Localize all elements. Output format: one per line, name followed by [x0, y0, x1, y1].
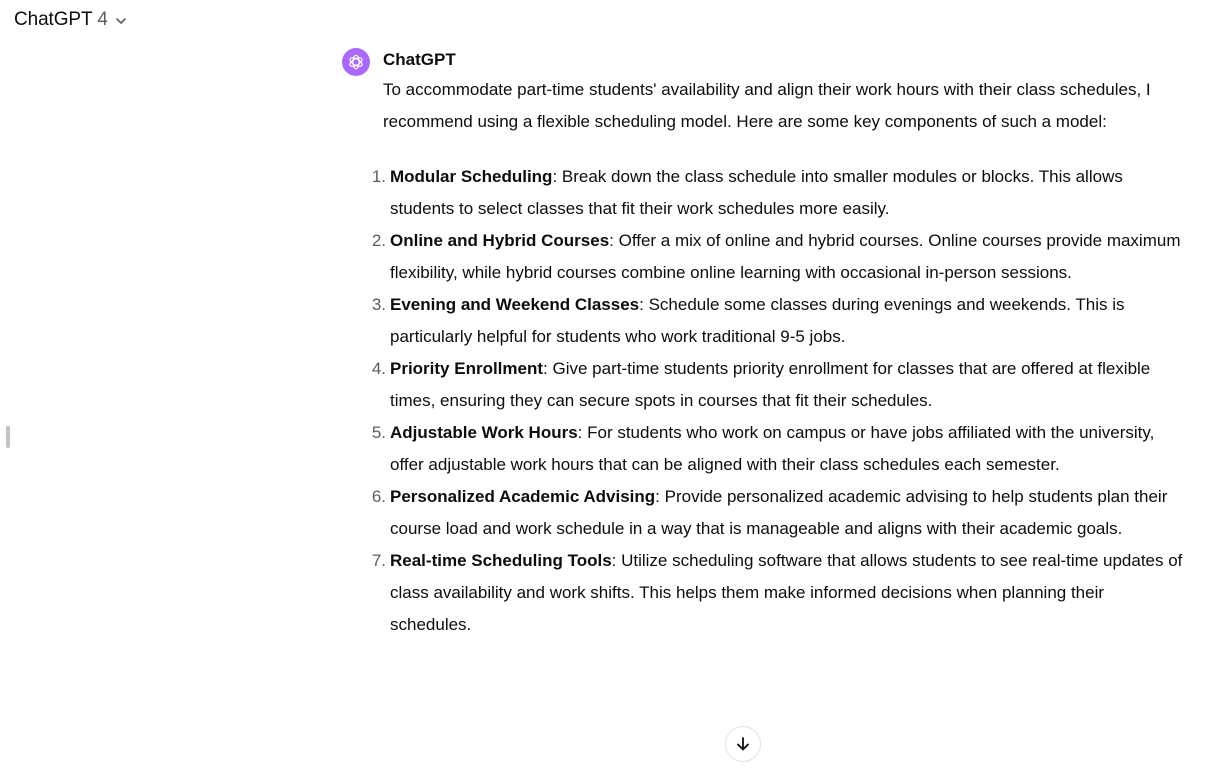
list-item — [371, 481, 1183, 545]
list-item — [371, 353, 1183, 417]
list-item-title: Evening and Weekend Classes — [390, 295, 640, 314]
list-item-text: : Offer a mix of online and hybrid courses. Online courses provide maximum flexibility, while hybrid courses combine online learning with occasional in-person sessions. — [390, 231, 1181, 282]
list-item — [371, 161, 1183, 225]
scroll-to-bottom-button[interactable] — [725, 726, 761, 762]
chevron-down-icon — [114, 14, 128, 28]
list-item-title: Modular Scheduling — [390, 167, 553, 186]
list-item — [371, 225, 1183, 289]
assistant-avatar — [342, 48, 370, 76]
list-item-title: Priority Enrollment — [390, 359, 544, 378]
list-item-number: 4. — [371, 359, 386, 378]
model-version: 4 — [97, 9, 108, 30]
list-item-title: Personalized Academic Advising — [390, 487, 656, 506]
list-item-text: : Utilize scheduling software that allows students to see real-time updates of class availability and work shifts. This helps them make informed decisions when planning their schedules. — [390, 551, 1183, 634]
list-item-text: : For students who work on campus or have jobs affiliated with the university, offer adjustable work hours that can be aligned with their class schedules each semester. — [390, 423, 1155, 474]
openai-logo-icon — [347, 53, 365, 71]
list-item-number: 2. — [371, 231, 386, 250]
message-intro: To accommodate part-time students' availability and align their work hours with their class schedules, I recommend using a flexible scheduling model. Here are some key components of such a model: — [383, 80, 1151, 131]
list-item-text: : Give part-time students priority enrollment for classes that are offered at flexible times, ensuring they can secure spots in courses that fit their schedules. — [390, 359, 1151, 410]
list-item-number: 7. — [371, 551, 386, 570]
sidebar-toggle-handle[interactable] — [6, 426, 10, 448]
steps-list — [371, 161, 1183, 641]
list-item-text: : Schedule some classes during evenings and weekends. This is particularly helpful for students who work traditional 9-5 jobs. — [390, 295, 1125, 346]
list-item-number: 5. — [371, 423, 386, 442]
list-item-text: : Break down the class schedule into smaller modules or blocks. This allows students to select classes that fit their work schedules more easily. — [390, 167, 1123, 218]
list-item — [371, 289, 1183, 353]
message-author: ChatGPT — [383, 50, 456, 69]
list-item-number: 6. — [371, 487, 386, 506]
model-selector[interactable] — [14, 9, 128, 31]
model-name: ChatGPT 4 — [14, 9, 108, 30]
list-item-text: : Provide personalized academic advising to help students plan their course load and work schedule in a way that is manageable and aligns with their academic goals. — [390, 487, 1168, 538]
list-item — [371, 417, 1183, 481]
message-content — [371, 74, 1183, 641]
list-item — [371, 545, 1183, 641]
list-item-title: Online and Hybrid Courses — [390, 231, 610, 250]
list-item-title: Adjustable Work Hours — [390, 423, 578, 442]
list-item-title: Real-time Scheduling Tools — [390, 551, 612, 570]
list-item-number: 1. — [371, 167, 386, 186]
arrow-down-icon — [734, 735, 752, 753]
list-item-number: 3. — [371, 295, 386, 314]
